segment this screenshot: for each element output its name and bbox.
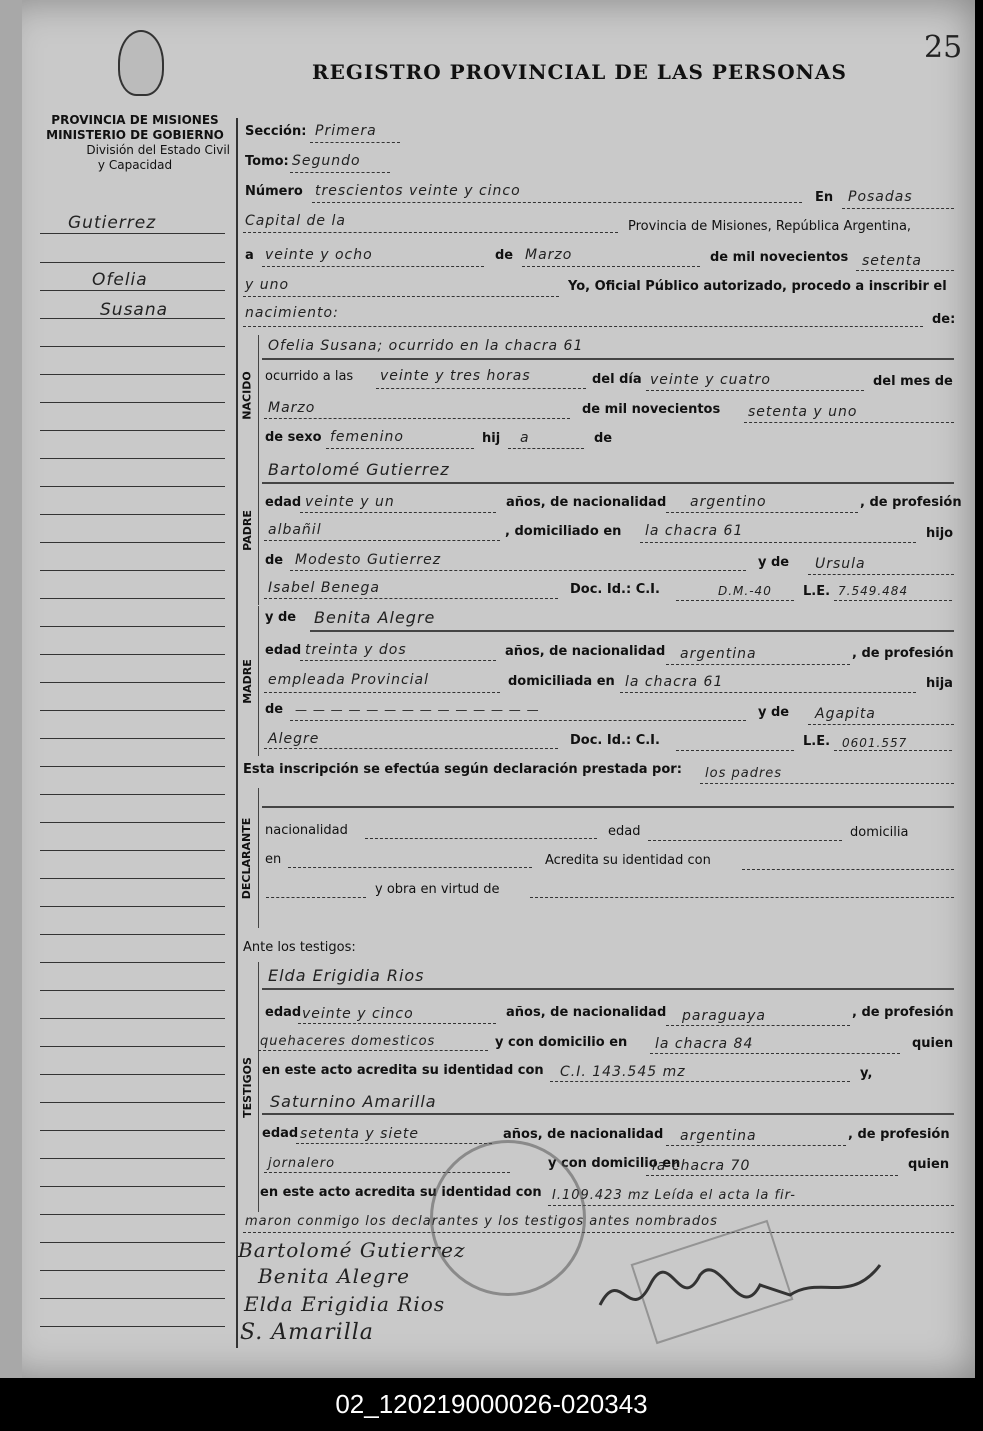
testigo2-dom-label: y con domicilio en <box>548 1156 681 1171</box>
madre-hija-label: hija <box>926 676 953 691</box>
a-label: a <box>245 248 254 263</box>
issuer-capacity: y Capacidad <box>97 158 173 172</box>
testigo2-acredita-label: en este acto acredita su identidad con <box>260 1185 542 1200</box>
madre-nac-label: años, de nacionalidad <box>505 644 666 659</box>
padre-name: Bartolomé Gutierrez <box>268 460 450 479</box>
padre-doc-value: D.M.-40 <box>718 584 772 598</box>
madre-le-value: 0601.557 <box>842 736 908 750</box>
nacido-de-label: de <box>594 431 613 446</box>
madre-prof-value: empleada Provincial <box>268 672 430 688</box>
declaracion-label: Esta inscripción se efectúa según declaración prestada por: <box>243 762 682 777</box>
tab-testigos: TESTIGOS <box>240 1056 254 1118</box>
testigo1-edad-value: veinte y cinco <box>302 1006 414 1022</box>
testigo1-nac-label: años, de nacionalidad <box>506 1005 667 1020</box>
del-mes-label: del mes de <box>873 374 953 389</box>
numero-value: trescientos veinte y cinco <box>315 183 521 199</box>
nacido-name: Ofelia Susana; ocurrido en la chacra 61 <box>268 338 584 354</box>
madre-edad-label: edad <box>265 643 302 658</box>
madre-edad-value: treinta y dos <box>305 642 407 658</box>
testigo2-nac-label: años, de nacionalidad <box>503 1127 664 1142</box>
padre-prof-value: albañil <box>268 522 322 538</box>
madre-doc-label: Doc. Id.: C.I. <box>570 733 660 748</box>
issuer-ministry: MINISTERIO DE GOBIERNO <box>46 128 224 142</box>
declarante-nac-label: nacionalidad <box>265 823 348 838</box>
ocurrido-label: ocurrido a las <box>265 369 354 384</box>
signature-witness2: S. Amarilla <box>240 1320 374 1345</box>
page-number: 25 <box>924 30 963 65</box>
madre-prof-label: , de profesión <box>852 646 954 661</box>
testigo2-nac-value: argentina <box>680 1128 757 1144</box>
madre-de-label: de <box>265 702 284 717</box>
padre-nac-value: argentino <box>690 494 767 510</box>
testigos-label: Ante los testigos: <box>243 940 356 955</box>
padre-hijo-label: hijo <box>926 526 954 541</box>
margin-surname: Gutierrez <box>68 213 157 233</box>
padre-le-value: 7.549.484 <box>838 584 909 598</box>
testigo2-doc-value: I.109.423 mz Leída el acta la fir- <box>552 1188 796 1203</box>
de-colon: de: <box>932 312 956 327</box>
testigo1-prof-label: , de profesión <box>852 1005 954 1020</box>
declaracion-value: los padres <box>705 766 783 781</box>
padre-doc-label: Doc. Id.: C.I. <box>570 582 660 597</box>
testigo2-name: Saturnino Amarilla <box>270 1092 437 1111</box>
testigo1-quien-label: quien <box>912 1036 954 1051</box>
testigo1-prof-value: quehaceres domesticos <box>260 1034 436 1049</box>
footer-code: 02_120219000026-020343 <box>0 1378 983 1431</box>
en-value: Posadas <box>848 189 913 205</box>
padre-de-label: de <box>265 553 284 568</box>
dia-value: veinte y ocho <box>265 247 373 263</box>
oficial-text: Yo, Oficial Público autorizado, procedo a inscribir el <box>568 279 947 294</box>
coat-of-arms-icon <box>118 30 164 96</box>
madre-dom-label: domiciliada en <box>508 674 615 689</box>
declarante-edad-label: edad <box>608 824 641 839</box>
testigo1-doc-value: C.I. 143.545 mz <box>560 1064 686 1080</box>
sexo-label: de sexo <box>265 430 322 445</box>
nacido-mil-label: de mil novecientos <box>582 402 721 417</box>
hij-label: hij <box>482 431 501 446</box>
testigo1-name: Elda Erigidia Rios <box>268 966 425 985</box>
declarante-dom-label: domicilia <box>850 825 909 840</box>
padre-le-label: L.E. <box>803 584 831 599</box>
seccion-value: Primera <box>315 123 377 139</box>
sexo-value: femenino <box>330 429 404 445</box>
tab-nacido: NACIDO <box>240 370 254 420</box>
testigo1-acredita-label: en este acto acredita su identidad con <box>262 1063 544 1078</box>
mes-value: Marzo <box>525 247 573 263</box>
madre-yde-label: y de <box>265 610 297 625</box>
signature-witness1: Elda Erigidia Rios <box>244 1292 446 1316</box>
issuer-block <box>40 113 230 173</box>
en-label: En <box>815 190 834 205</box>
padre-edad-value: veinte y un <box>305 494 395 510</box>
seccion-label: Sección: <box>245 124 307 139</box>
padre-mother-value-cont: Isabel Benega <box>268 580 381 596</box>
tab-padre: PADRE <box>240 509 254 551</box>
padre-edad-label: edad <box>265 495 302 510</box>
padre-dom-value: la chacra 61 <box>645 523 744 539</box>
madre-yde2-label: y de <box>758 705 790 720</box>
capital-value: Capital de la <box>245 213 346 229</box>
margin-first-name: Ofelia <box>92 270 148 290</box>
del-dia-label: del día <box>592 372 642 387</box>
padre-prof-label: , de profesión <box>860 495 962 510</box>
testigo1-nac-value: paraguaya <box>682 1008 767 1024</box>
madre-mother-value: Agapita <box>815 706 876 722</box>
testigo1-dom-value: la chacra 84 <box>655 1036 754 1052</box>
signature-mother: Benita Alegre <box>258 1264 411 1288</box>
padre-nac-label: años, de nacionalidad <box>506 495 667 510</box>
anio-value-cont: y uno <box>245 277 290 293</box>
hora-value: veinte y tres horas <box>380 368 531 384</box>
tomo-label: Tomo: <box>245 154 289 169</box>
testigo2-edad-label: edad <box>262 1126 299 1141</box>
tab-declarante: DECLARANTE <box>240 817 254 899</box>
madre-father-value: — — — — — — — — — — — — — — <box>295 703 540 717</box>
binding-edge <box>0 0 22 1378</box>
testigo2-prof-label: , de profesión <box>848 1127 950 1142</box>
anio-value: setenta <box>862 253 922 269</box>
testigo2-prof-value: jornalero <box>268 1156 336 1171</box>
acto-value: nacimiento: <box>245 305 339 321</box>
nacido-mes-value: Marzo <box>268 400 316 416</box>
issuer-division: División del Estado Civil <box>86 143 230 157</box>
madre-nac-value: argentina <box>680 646 757 662</box>
madre-mother-value-cont: Alegre <box>268 731 320 747</box>
officer-signature-icon <box>590 1255 890 1335</box>
de-label: de <box>495 248 514 263</box>
nacido-anio-value: setenta y uno <box>748 404 858 420</box>
padre-mother-value: Ursula <box>815 556 866 572</box>
provincia-text: Provincia de Misiones, República Argentina, <box>628 219 912 234</box>
tomo-value: Segundo <box>292 153 361 169</box>
testigo1-y-label: y, <box>860 1066 873 1081</box>
padre-yde-label: y de <box>758 555 790 570</box>
madre-dom-value: la chacra 61 <box>625 674 724 690</box>
closing-text: maron conmigo los declarantes y los testigos antes nombrados <box>245 1214 718 1229</box>
margin-middle-name: Susana <box>100 300 169 320</box>
tab-madre: MADRE <box>240 658 254 704</box>
testigo2-quien-label: quien <box>908 1157 950 1172</box>
declarante-acredita-label: Acredita su identidad con <box>545 853 711 868</box>
padre-father-value: Modesto Gutierrez <box>295 552 442 568</box>
nacido-dia-value: veinte y cuatro <box>650 372 771 388</box>
madre-le-label: L.E. <box>803 734 831 749</box>
declarante-en-label: en <box>265 852 282 867</box>
testigo1-edad-label: edad <box>265 1005 302 1020</box>
mil-text: de mil novecientos <box>710 250 849 265</box>
numero-label: Número <box>245 184 303 199</box>
signature-father: Bartolomé Gutierrez <box>238 1238 466 1262</box>
document-title: REGISTRO PROVINCIAL DE LAS PERSONAS <box>312 60 847 84</box>
testigo2-edad-value: setenta y siete <box>300 1126 420 1142</box>
madre-name: Benita Alegre <box>314 608 436 627</box>
testigo2-dom-value: la chacra 70 <box>652 1158 751 1174</box>
padre-dom-label: , domiciliado en <box>505 524 622 539</box>
issuer-province: PROVINCIA DE MISIONES <box>51 113 219 127</box>
declarante-obra-label: y obra en virtud de <box>375 882 500 897</box>
official-stamp <box>430 1140 586 1296</box>
testigo1-dom-label: y con domicilio en <box>495 1035 628 1050</box>
hij-value: a <box>520 430 530 446</box>
